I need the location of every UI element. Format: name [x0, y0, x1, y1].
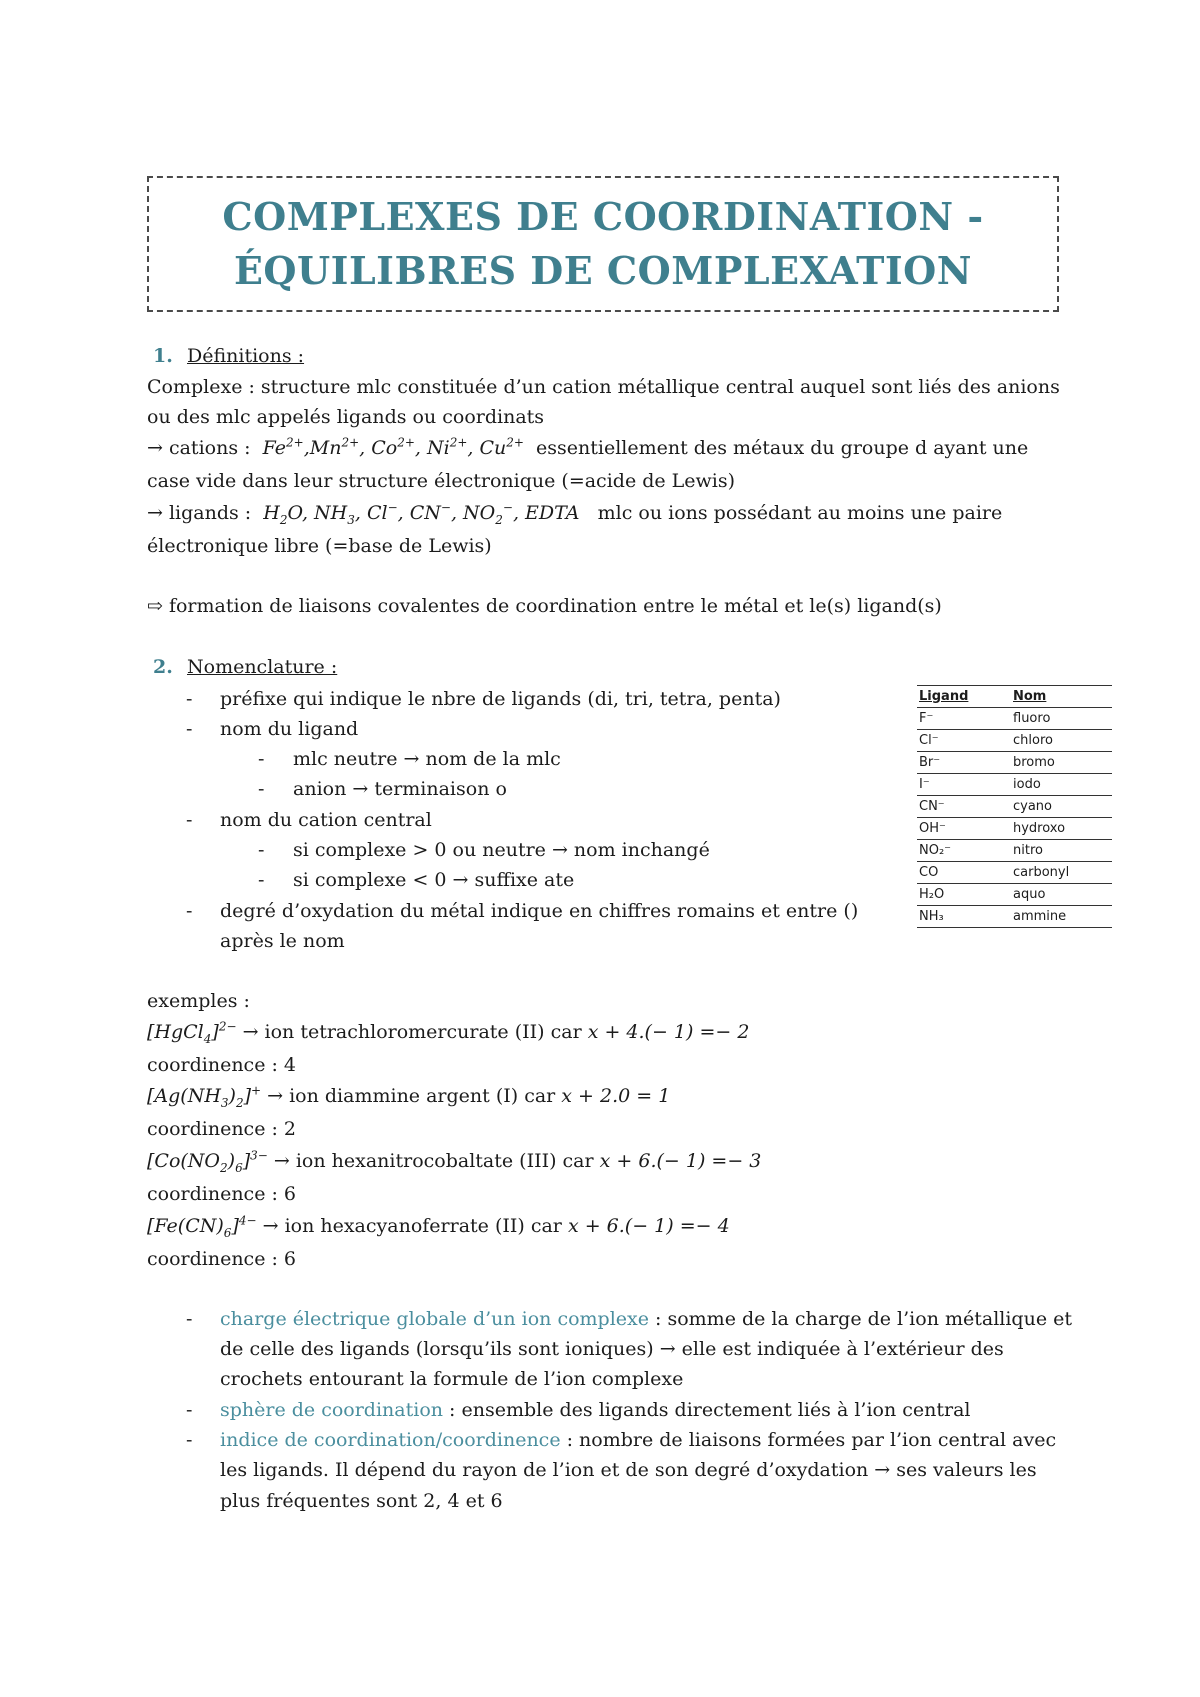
definition-sphere	[220, 1395, 971, 1425]
coordinence-1: coordinence : 4	[147, 1054, 297, 1076]
list-bullet: -	[258, 839, 265, 861]
definition-charge-line-3: crochets entourant la formule de l’ion complexe	[220, 1368, 684, 1390]
definition-indice-line-2: les ligands. Il dépend du rayon de l’ion et de son degré d’oxydation → ses valeurs les	[220, 1459, 1037, 1481]
example-4-equation: x + 6.(− 1) =− 4	[567, 1215, 730, 1237]
example-2	[147, 1081, 670, 1111]
section-1-number: 1.	[153, 345, 173, 367]
coordinence-4: coordinence : 6	[147, 1248, 297, 1270]
list-bullet: -	[258, 778, 265, 800]
section-1-title: Définitions :	[187, 345, 305, 367]
table-row	[917, 752, 1112, 774]
title-line-1: COMPLEXES DE COORDINATION -	[222, 194, 984, 239]
nom-cell: carbonyl	[1011, 862, 1112, 884]
list-bullet: -	[186, 718, 193, 740]
list-bullet: -	[186, 1429, 193, 1451]
table-row	[917, 730, 1112, 752]
example-1-equation: x + 4.(− 1) =− 2	[587, 1021, 750, 1043]
ligand-cell: F⁻	[917, 708, 1011, 730]
list-bullet: -	[258, 869, 265, 891]
ligands-tail: mlc ou ions possédant au moins une paire	[597, 502, 1003, 524]
list-item: mlc neutre → nom de la mlc	[293, 748, 561, 770]
ligand-cell: NO₂⁻	[917, 840, 1011, 862]
list-bullet: -	[186, 1399, 193, 1421]
example-3-text: → ion hexanitrocobaltate (III) car	[273, 1150, 594, 1172]
definition-sphere-text: : ensemble des ligands directement liés à l’ion central	[443, 1399, 971, 1421]
example-1-formula: [HgCl$_4$]$^{2-}$	[147, 1019, 237, 1046]
example-3	[147, 1146, 761, 1176]
title-line-2: ÉQUILIBRES DE COMPLEXATION	[233, 248, 973, 293]
definition-indice-text: : nombre de liaisons formées par l’ion central avec	[560, 1429, 1057, 1451]
list-bullet: -	[186, 809, 193, 831]
ligand-table	[917, 685, 1112, 928]
cations-prefix: → cations :	[147, 437, 251, 459]
example-4-formula: $[Fe(CN)_6]^{4-}$	[147, 1213, 257, 1240]
def-line-2: ou des mlc appelés ligands ou coordinats	[147, 406, 545, 428]
example-4-text: → ion hexacyanoferrate (II) car	[262, 1215, 562, 1237]
table-row	[917, 708, 1112, 730]
list-item: si complexe < 0 → suffixe ate	[293, 869, 575, 891]
definition-indice-line-3: plus fréquentes sont 2, 4 et 6	[220, 1490, 503, 1512]
term-sphere: sphère de coordination	[220, 1399, 443, 1421]
definition-charge	[220, 1304, 1072, 1334]
definition-charge-text: : somme de la charge de l’ion métallique et	[649, 1308, 1072, 1330]
example-3-formula: $[Co(NO_2)_6]^{3-}$	[147, 1148, 268, 1175]
examples-label: exemples :	[147, 990, 250, 1012]
ligands-prefix: → ligands :	[147, 502, 252, 524]
section-1-heading	[147, 341, 304, 371]
list-bullet: -	[258, 748, 265, 770]
example-1	[147, 1017, 749, 1047]
section-2-number: 2.	[153, 656, 173, 678]
example-2-formula: $[Ag(NH_3)_2]^+$	[147, 1083, 262, 1110]
list-item: après le nom	[220, 930, 345, 952]
example-1-text: → ion tetrachloromercurate (II) car	[242, 1021, 582, 1043]
table-row	[917, 884, 1112, 906]
nom-cell: chloro	[1011, 730, 1112, 752]
list-item: si complexe > 0 ou neutre → nom inchangé	[293, 839, 710, 861]
nom-header: Nom	[1011, 686, 1112, 708]
term-indice: indice de coordination/coordinence	[220, 1429, 561, 1451]
list-item: nom du ligand	[220, 718, 359, 740]
ligand-table-header	[917, 686, 1112, 708]
example-4	[147, 1211, 730, 1241]
list-item: anion → terminaison o	[293, 778, 507, 800]
list-item: nom du cation central	[220, 809, 432, 831]
ligands-line	[147, 498, 1002, 528]
nom-cell: aquo	[1011, 884, 1112, 906]
cations-line	[147, 433, 1028, 463]
table-row	[917, 818, 1112, 840]
ligand-cell: OH⁻	[917, 818, 1011, 840]
ligand-cell: H₂O	[917, 884, 1011, 906]
list-bullet: -	[186, 900, 193, 922]
ligand-cell: I⁻	[917, 774, 1011, 796]
ligand-cell: Cl⁻	[917, 730, 1011, 752]
title-box	[147, 176, 1059, 312]
section-2-title: Nomenclature :	[187, 656, 338, 678]
nom-cell: cyano	[1011, 796, 1112, 818]
example-3-equation: x + 6.(− 1) =− 3	[599, 1150, 762, 1172]
cations-formula: $Fe^{2+},Mn^{2+}$, $Co^{2+}$, $Ni^{2+}$, $Cu^{2+}$	[256, 435, 524, 459]
list-item: préfixe qui indique le nbre de ligands (di, tri, tetra, penta)	[220, 688, 781, 710]
table-row	[917, 840, 1112, 862]
nom-cell: hydroxo	[1011, 818, 1112, 840]
ligand-cell: CO	[917, 862, 1011, 884]
example-2-text: → ion diammine argent (I) car	[267, 1085, 556, 1107]
ligand-cell: NH₃	[917, 906, 1011, 928]
section-2-heading	[147, 652, 337, 682]
term-charge: charge électrique globale d’un ion complexe	[220, 1308, 649, 1330]
list-bullet: -	[186, 688, 193, 710]
cations-tail: essentiellement des métaux du groupe d ayant une	[536, 437, 1029, 459]
def-line-6: électronique libre (=base de Lewis)	[147, 535, 492, 557]
nom-cell: ammine	[1011, 906, 1112, 928]
table-row	[917, 862, 1112, 884]
example-2-equation: x + 2.0 = 1	[561, 1085, 671, 1107]
ligand-header: Ligand	[917, 686, 1011, 708]
table-row	[917, 906, 1112, 928]
definition-charge-line-2: de celle des ligands (lorsqu’ils sont ioniques) → elle est indiquée à l’extérieur des	[220, 1338, 1004, 1360]
nom-cell: nitro	[1011, 840, 1112, 862]
table-row	[917, 774, 1112, 796]
table-row	[917, 796, 1112, 818]
coordinence-2: coordinence : 2	[147, 1118, 297, 1140]
list-bullet: -	[186, 1308, 193, 1330]
nom-cell: bromo	[1011, 752, 1112, 774]
list-item: degré d’oxydation du métal indique en chiffres romains et entre ()	[220, 900, 859, 922]
definition-indice	[220, 1425, 1056, 1455]
nom-cell: iodo	[1011, 774, 1112, 796]
ligand-cell: CN⁻	[917, 796, 1011, 818]
def-line-1: Complexe : structure mlc constituée d’un cation métallique central auquel sont liés des anions	[147, 376, 1060, 398]
conclusion-line: ⇨ formation de liaisons covalentes de coordination entre le métal et le(s) ligand(s)	[147, 595, 942, 617]
coordinence-3: coordinence : 6	[147, 1183, 297, 1205]
nom-cell: fluoro	[1011, 708, 1112, 730]
def-line-4: case vide dans leur structure électronique (=acide de Lewis)	[147, 470, 736, 492]
ligands-formula: $H_2O$, $NH_3$, Cl−, CN−, $NO_2^-$, EDTA	[257, 500, 580, 527]
ligand-cell: Br⁻	[917, 752, 1011, 774]
